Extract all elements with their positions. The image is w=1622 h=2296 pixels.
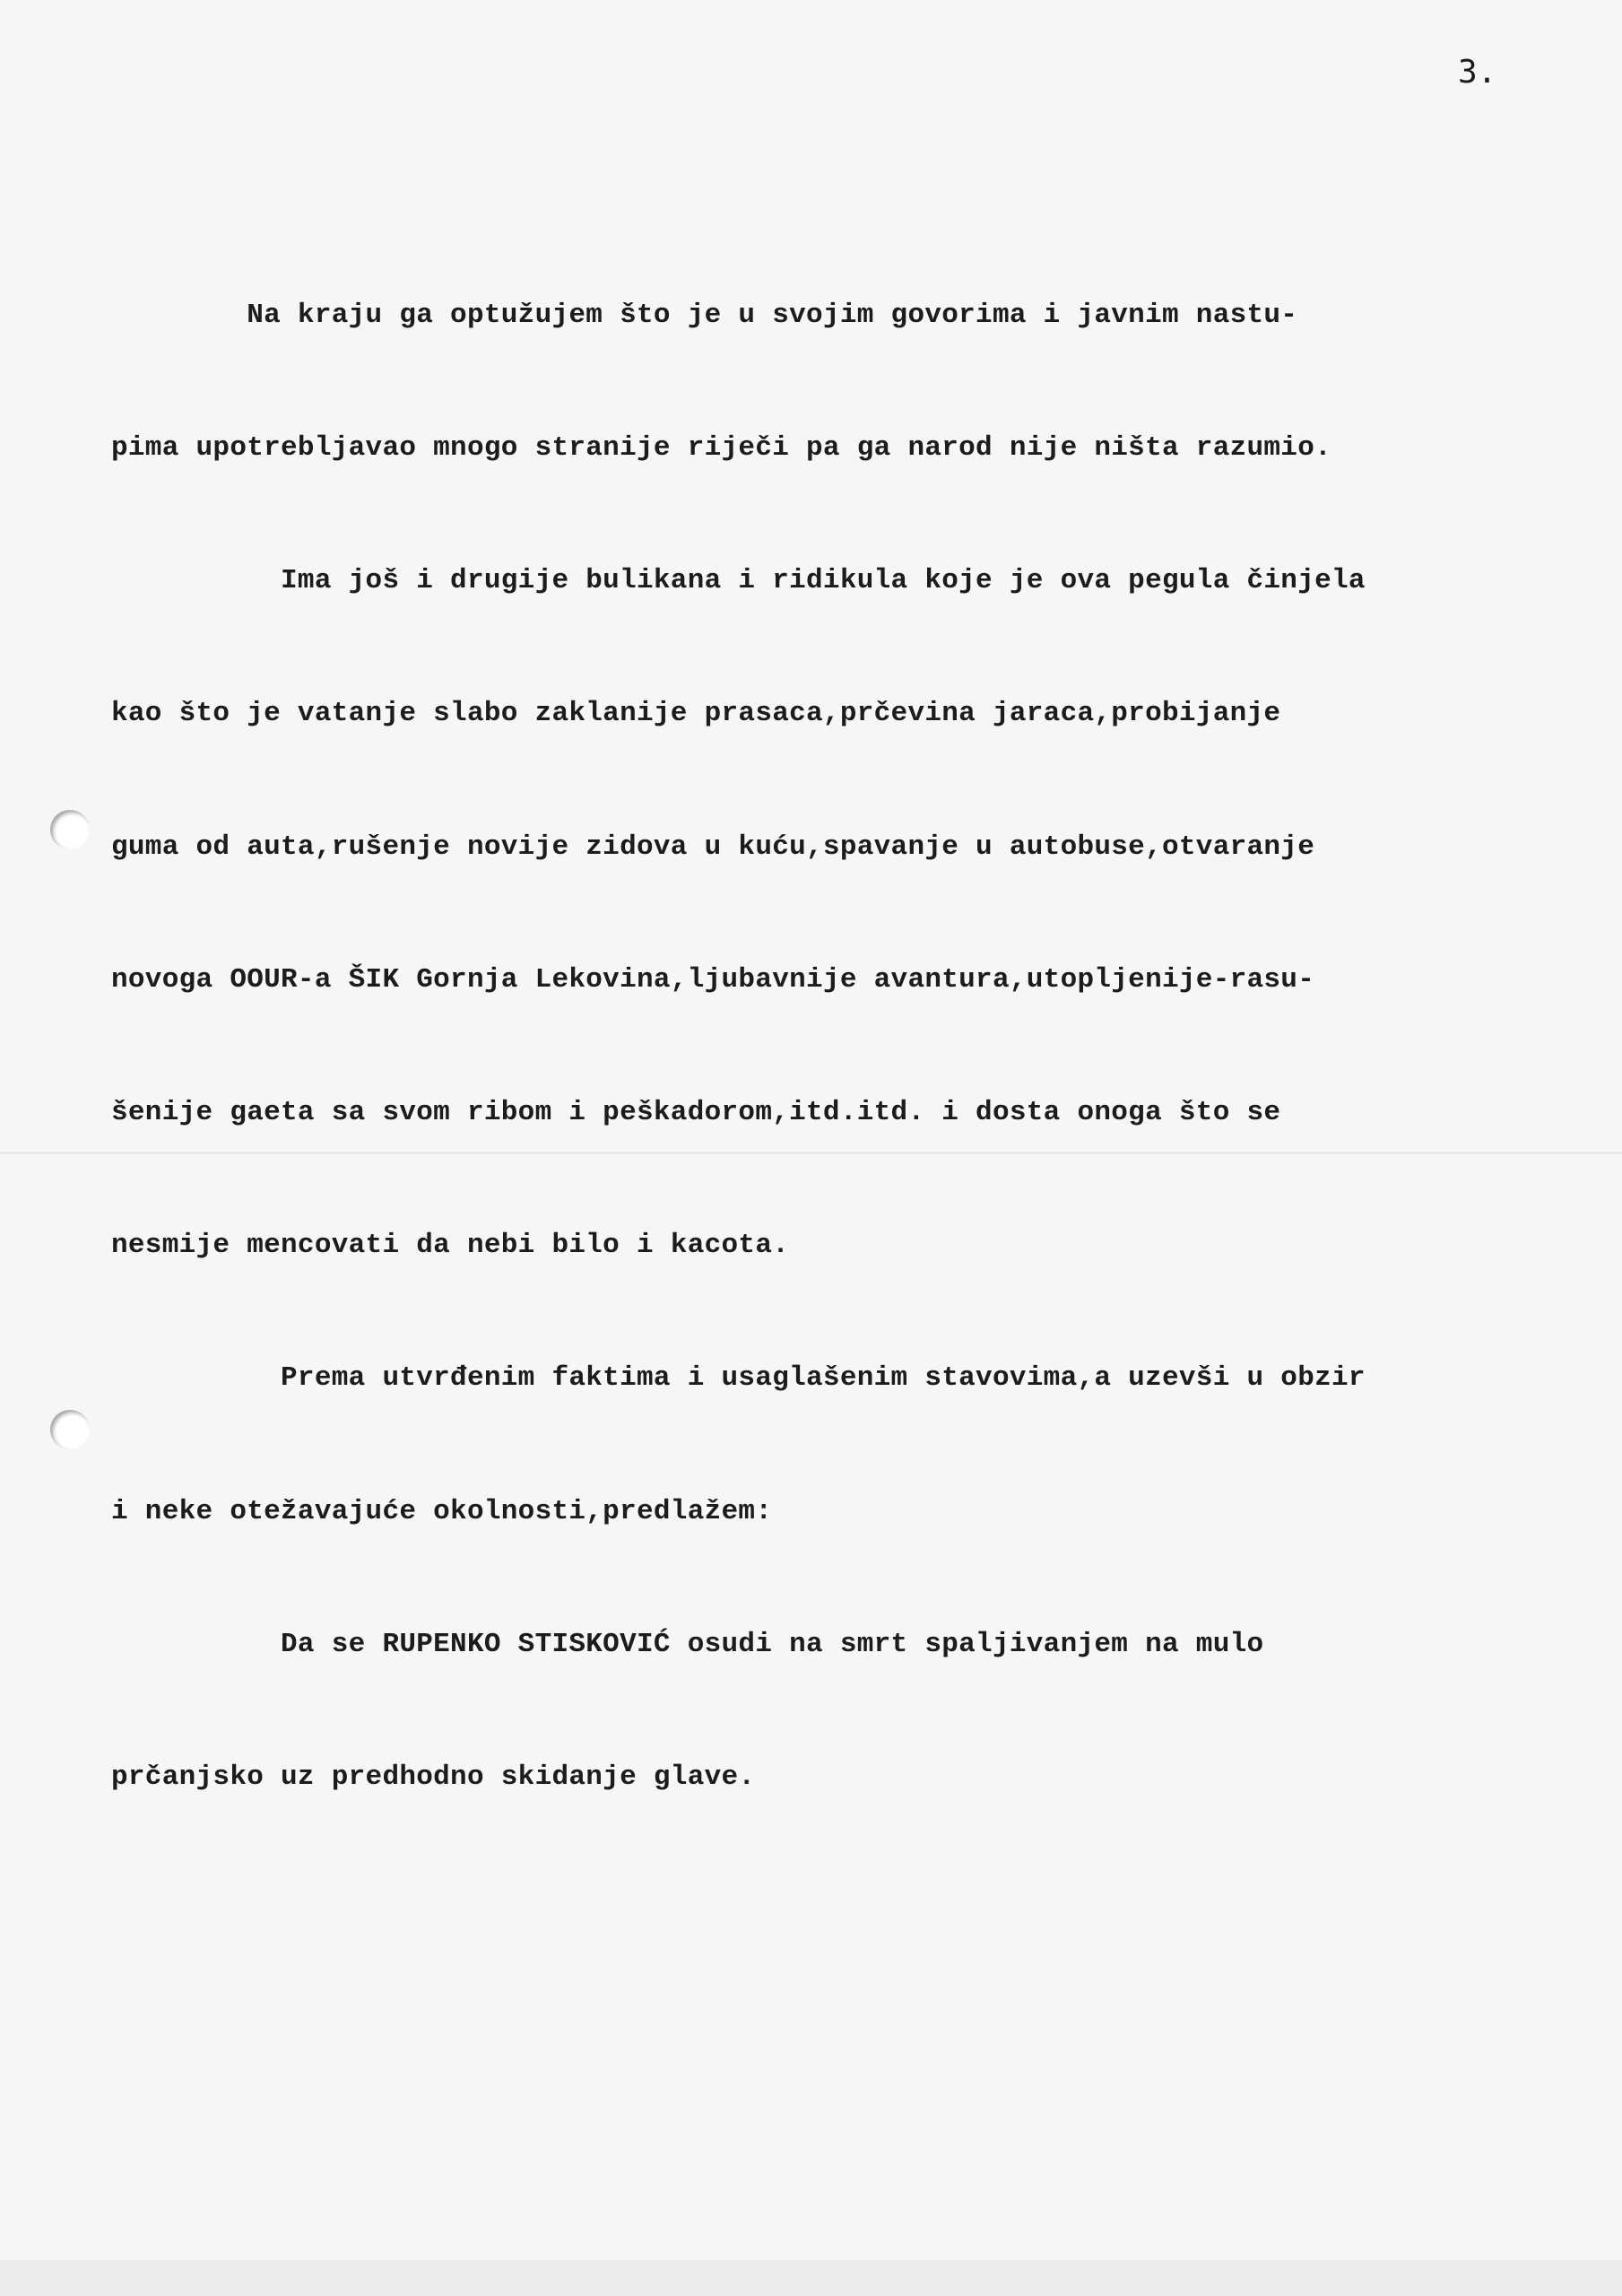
punch-hole-icon: [50, 1410, 90, 1449]
text-line: Na kraju ga optužujem što je u svojim govorima i javnim nastu-: [111, 299, 1298, 331]
text-line: Prema utvrđenim faktima i usaglašenim stavovima,a uzevši u obzir: [111, 1362, 1366, 1395]
text-line: Da se RUPENKO STISKOVIĆ osudi na smrt spaljivanjem na mulo: [111, 1628, 1264, 1660]
text-line: i neke otežavajuće okolnosti,predlažem:: [111, 1495, 773, 1527]
text-line: kao što je vatanje slabo zaklanije prasaca,prčevina jaraca,probijanje: [111, 698, 1281, 730]
text-line: novoga OOUR-a ŠIK Gornja Lekovina,ljubavnije avantura,utopljenije-rasu-: [111, 963, 1315, 996]
page-number: 3.: [1458, 54, 1497, 91]
text-line: prčanjsko uz predhodno skidanje glave.: [111, 1761, 756, 1794]
text-line: šenije gaeta sa svom ribom i peškadorom,itd.itd. i dosta onoga što se: [111, 1097, 1281, 1129]
scan-edge: [0, 2260, 1622, 2296]
text-line: Ima još i drugije bulikana i ridikula koje je ova pegula činjela: [111, 565, 1366, 597]
text-line: guma od auta,rušenje novije zidova u kuću,spavanje u autobuse,otvaranje: [111, 831, 1315, 863]
text-line: pima upotrebljavao mnogo stranije riječi pa ga narod nije ništa razumio.: [111, 432, 1332, 465]
body-text: [111, 204, 1600, 1888]
text-line: nesmije mencovati da nebi bilo i kacota.: [111, 1230, 790, 1262]
punch-hole-icon: [50, 810, 90, 849]
